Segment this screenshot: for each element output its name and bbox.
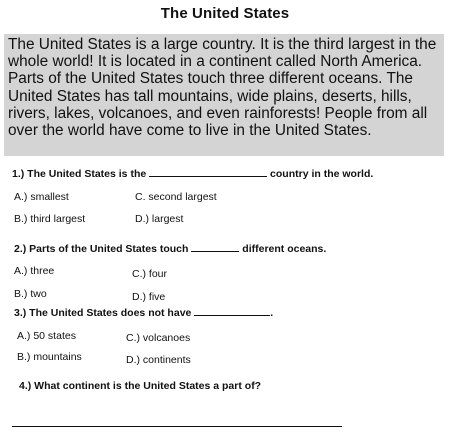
question-1-option-a: A.) smallest	[14, 191, 69, 203]
question-3-text: 3.) The United States does not have	[14, 307, 195, 319]
question-1-option-d: D.) largest	[135, 213, 184, 225]
question-1-option-c: C. second largest	[135, 191, 217, 203]
question-4-answer-line	[12, 426, 342, 427]
reading-passage	[4, 34, 444, 156]
question-4-text: 4.) What continent is the United States a part of?	[19, 380, 262, 392]
question-2-option-d: D.) five	[132, 291, 166, 303]
question-3-option-d: D.) continents	[126, 354, 191, 366]
question-2	[14, 242, 326, 255]
question-4	[19, 380, 261, 392]
question-3-option-a: A.) 50 states	[17, 330, 76, 342]
passage-text: The United States is a large country. It is the third largest in the whole world! It is located in a continent called North America. Parts of the United States touch three different oceans. The United States has tall mountains, wide plains, deserts, hills, rivers, lakes, volcanoes, and even rainforests! People from all over the world have come to live in the United States.	[8, 36, 437, 140]
question-3-option-b: B.) mountains	[17, 351, 82, 363]
question-1-text: 1.) The United States is the	[12, 168, 150, 180]
question-1-blank	[149, 167, 267, 177]
question-2-text-end: different oceans.	[239, 243, 327, 255]
question-3-blank	[194, 306, 270, 316]
question-2-blank	[191, 242, 239, 252]
question-2-option-a: A.) three	[14, 265, 55, 277]
question-3-option-c: C.) volcanoes	[126, 332, 191, 344]
question-2-option-b: B.) two	[14, 288, 47, 300]
question-1	[12, 167, 373, 180]
question-3-text-end: .	[270, 307, 274, 319]
worksheet-title: The United States	[160, 5, 290, 22]
question-1-text-end: country in the world.	[267, 168, 374, 180]
question-1-option-b: B.) third largest	[14, 213, 86, 225]
question-3	[14, 306, 273, 319]
question-2-text: 2.) Parts of the United States touch	[14, 243, 192, 255]
question-2-option-c: C.) four	[132, 268, 168, 280]
